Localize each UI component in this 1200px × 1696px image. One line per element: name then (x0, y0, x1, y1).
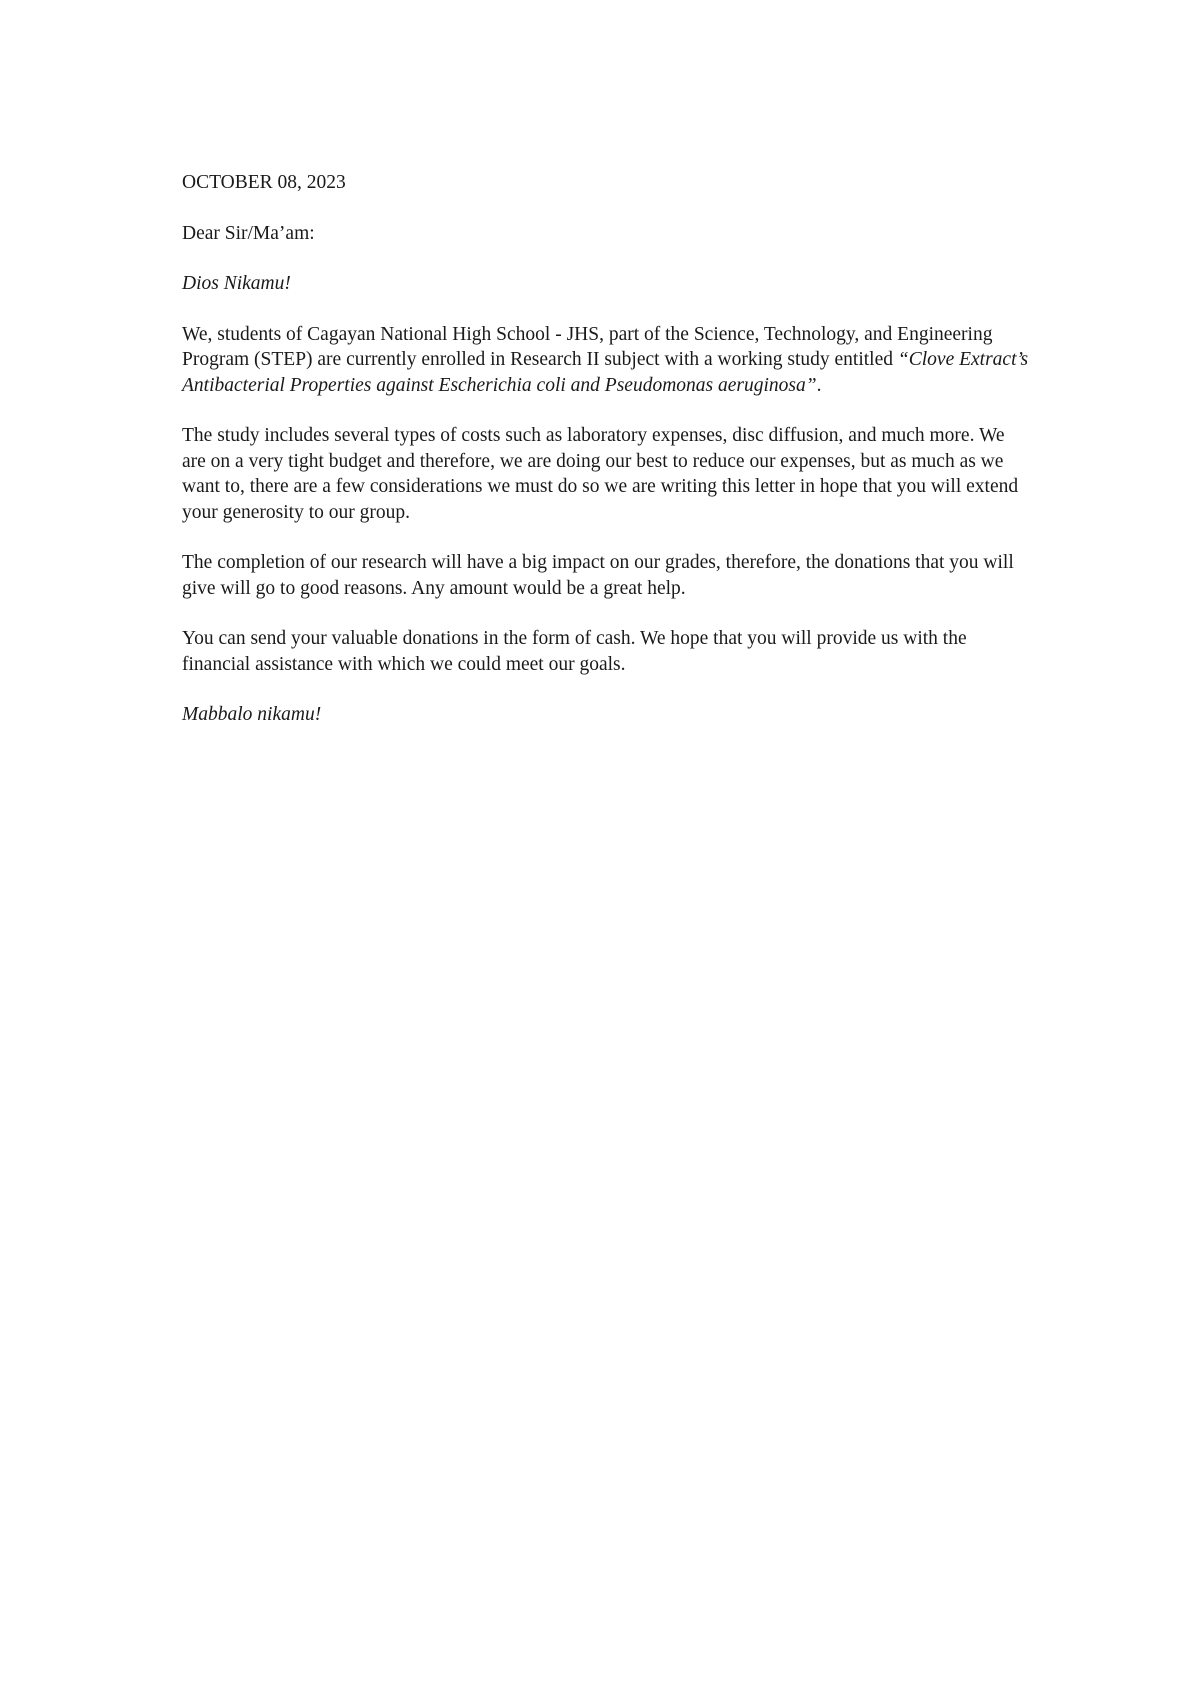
letter-closing: Mabbalo nikamu! (182, 704, 322, 725)
study-title: “Clove Extract’s Antibacterial Properties against Escherichia coli and Pseudomonas aeruginosa” (182, 349, 1029, 396)
paragraph-costs: The study includes several types of costs such as laboratory expenses, disc diffusion, and much more. We are on a very tight budget and therefore, we are doing our best to reduce our expenses, but as much as we want to, there are a few considerations we must do so we are writing this letter in hope that you will extend your generosity to our group. (182, 425, 1019, 523)
paragraph-introduction (182, 322, 1032, 399)
letter-date: OCTOBER 08, 2023 (182, 172, 346, 193)
paragraph-introduction-text: We, students of Cagayan National High School - JHS, part of the Science, Technology, and Engineering Program (STEP) are currently enrolled in Research II subject with a working study entitled (182, 323, 993, 370)
letter-blessing: Dios Nikamu! (182, 273, 291, 294)
paragraph-impact: The completion of our research will have a big impact on our grades, therefore, the donations that you will give will go to good reasons. Any amount would be a great help. (182, 552, 1014, 599)
paragraph-introduction-end: . (816, 374, 822, 396)
letter-greeting: Dear Sir/Ma’am: (182, 222, 315, 244)
letter-body (182, 170, 1032, 753)
paragraph-donation-request: You can send your valuable donations in the form of cash. We hope that you will provide us with the financial assistance with which we could meet our goals. (182, 628, 967, 675)
